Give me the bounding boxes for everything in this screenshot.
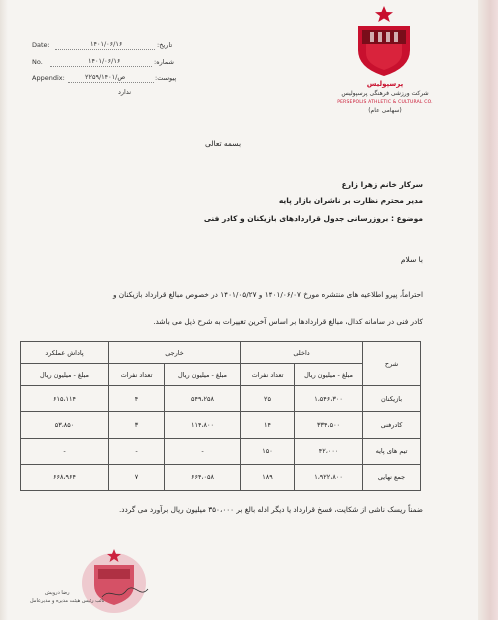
row-foreign-count: ۳	[109, 412, 165, 438]
contracts-table	[20, 341, 421, 491]
no-label-fa: شماره:	[154, 58, 174, 66]
row-domestic-amount: ۴۲،۰۰۰	[295, 438, 363, 464]
subheader-foreign-amount: مبلغ - میلیون ریال	[165, 364, 241, 386]
appendix-label-fa: پیوست:	[155, 74, 177, 82]
row-domestic-amount: ۱،۵۴۶،۳۰۰	[295, 386, 363, 412]
org-name-fa: پرسپولیس	[366, 80, 404, 88]
appendix-value: ص/۲۲۵۹/۱۴۰۱	[85, 73, 126, 81]
subheader-foreign-count: تعداد نفرات	[109, 364, 165, 386]
subheader-bonus-amount: مبلغ - میلیون ریال	[21, 364, 109, 386]
row-foreign-amount: ۱۱۴،۸۰۰	[165, 412, 241, 438]
greeting: با سلام	[400, 255, 423, 264]
page-edge-left	[0, 0, 8, 620]
row-domestic-amount: ۳۳۴،۵۰۰	[295, 412, 363, 438]
row-foreign-amount: ۵۴۹،۲۵۸	[165, 386, 241, 412]
company-stamp	[80, 545, 148, 615]
row-bonus: ۶۱۵،۱۱۴	[21, 386, 109, 412]
no-label: No.	[32, 58, 43, 66]
row-domestic-count: ۱۵۰	[241, 438, 295, 464]
signatory-title: نائب رئیس هیئت مدیره و مدیرعامل	[30, 598, 105, 604]
row-label: بازیکنان	[363, 386, 421, 412]
attachment-note: ندارد	[118, 88, 132, 96]
table-row-total	[21, 464, 421, 490]
header-description: شرح	[363, 342, 421, 386]
row-bonus: ۶۶۸،۹۶۴	[21, 464, 109, 490]
paragraph-line-2: کادر فنی در سامانه کدال، مبالغ قراردادها بر اساس آخرین تغییرات به شرح ذیل می باشد.	[153, 317, 423, 326]
row-foreign-count: ۴	[109, 386, 165, 412]
date-label: Date:	[32, 41, 50, 49]
row-bonus: -	[21, 438, 109, 464]
closing-note: ضمناً ریسک ناشی از شکایت، فسخ قرارداد یا دیگر ادله بالغ بر ۳۵۰،۰۰۰ میلیون ریال برآورد می گردد.	[118, 505, 423, 514]
org-type-fa: (سهامی عام)	[368, 107, 402, 114]
no-line	[50, 66, 152, 67]
table-row	[21, 412, 421, 438]
row-domestic-count: ۱۴	[241, 412, 295, 438]
header-bonus: پاداش عملکرد	[21, 342, 109, 364]
org-subtitle-fa: شرکت ورزشی فرهنگی پرسپولیس	[341, 90, 429, 97]
signature-scribble	[100, 585, 150, 603]
row-foreign-count: ۷	[109, 464, 165, 490]
row-domestic-count: ۲۵	[241, 386, 295, 412]
date-value: ۱۴۰۱/۰۶/۱۶	[90, 40, 123, 48]
persepolis-logo	[352, 6, 416, 78]
signatory-name: رضا درویش	[45, 590, 70, 596]
row-domestic-amount: ۱،۹۲۲،۸۰۰	[295, 464, 363, 490]
org-name-en: PERSEPOLIS ATHLETIC & CULTURAL CO.	[337, 100, 433, 105]
subheader-domestic-count: تعداد نفرات	[241, 364, 295, 386]
paragraph-line-1: احتراماً، پیرو اطلاعیه های منتشره مورخ ۱۴۰۱/۰۶/۰۷ و ۱۴۰۱/۰۵/۲۷ در خصوص مبالغ قرارداد بازیکنان و	[112, 290, 423, 299]
row-domestic-count: ۱۸۹	[241, 464, 295, 490]
row-foreign-amount: -	[165, 438, 241, 464]
row-bonus: ۵۳،۸۵۰	[21, 412, 109, 438]
no-value: ۱۴۰۱/۰۶/۱۶	[88, 57, 121, 65]
table-row	[21, 438, 421, 464]
date-line	[55, 49, 155, 50]
subheader-domestic-amount: مبلغ - میلیون ریال	[295, 364, 363, 386]
page-edge-right	[478, 0, 498, 620]
date-label-fa: تاریخ:	[157, 41, 173, 49]
header-foreign: خارجی	[109, 342, 241, 364]
row-foreign-count: -	[109, 438, 165, 464]
appendix-line	[68, 82, 154, 83]
letter-subject: موضوع : بروزرسانی جدول قراردادهای بازیکنان و کادر فنی	[203, 214, 423, 223]
table-row	[21, 386, 421, 412]
row-label: تیم های پایه	[363, 438, 421, 464]
header-domestic: داخلی	[241, 342, 363, 364]
recipient-title: مدیر محترم نظارت بر ناشران بازار پایه	[278, 196, 423, 205]
bismillah: بسمه تعالی	[205, 139, 242, 148]
row-foreign-amount: ۶۶۴،۰۵۸	[165, 464, 241, 490]
recipient-name: سرکار خانم زهرا زارع	[341, 180, 423, 189]
row-label: جمع نهایی	[363, 464, 421, 490]
row-label: کادرفنی	[363, 412, 421, 438]
appendix-label: Appendix:	[32, 74, 65, 82]
